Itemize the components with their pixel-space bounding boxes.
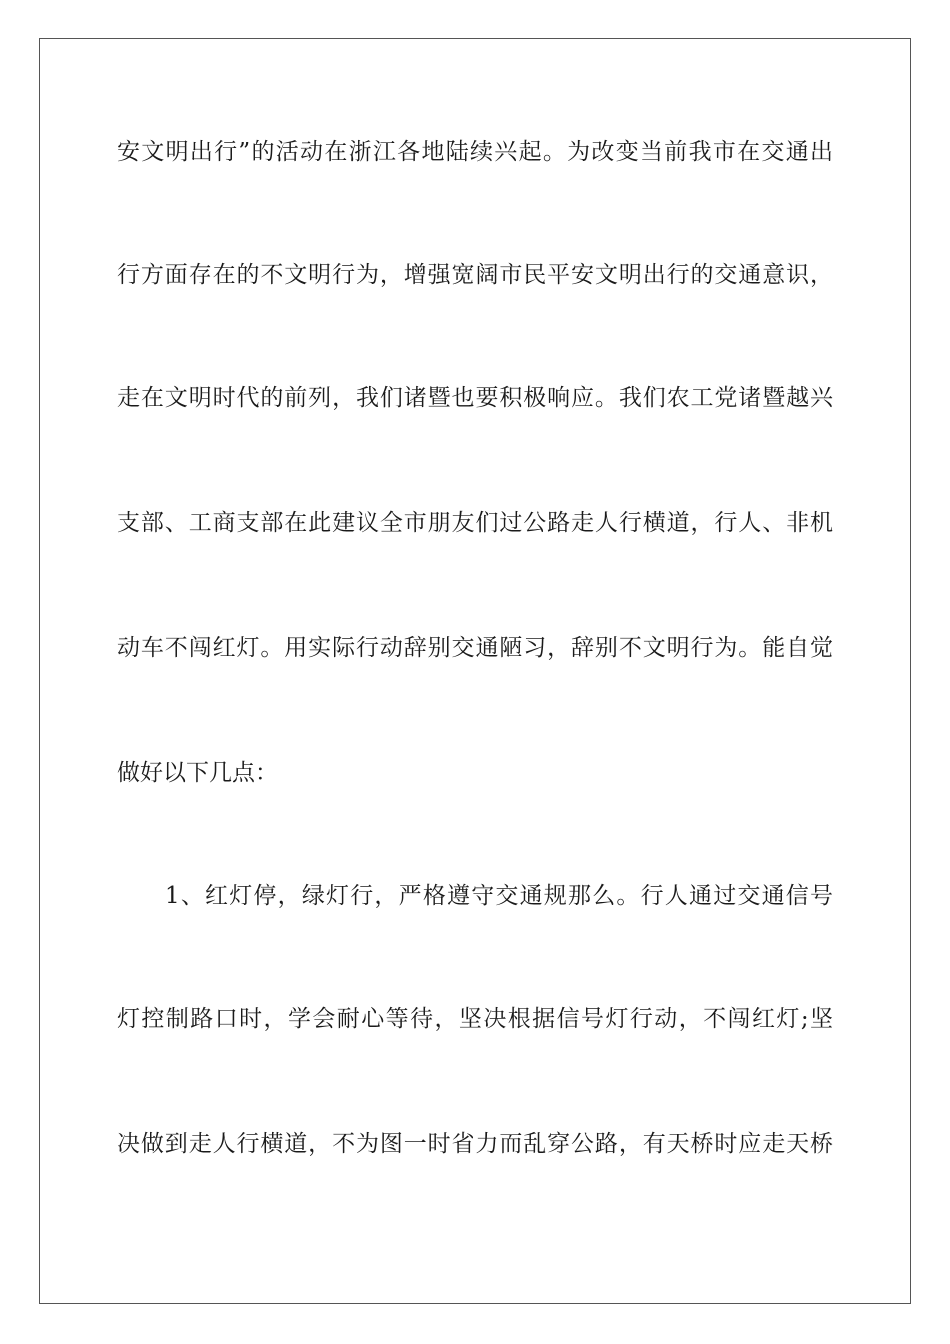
list-item-line: 1、红灯停，绿灯行，严格遵守交通规那么。行人通过交通信号 xyxy=(165,883,833,909)
list-item-line: 决做到走人行横道，不为图一时省力而乱穿公路，有天桥时应走天桥 xyxy=(117,1131,833,1157)
paragraph-line: 行方面存在的不文明行为，增强宽阔市民平安文明出行的交通意识， xyxy=(117,262,833,288)
paragraph-line: 做好以下几点： xyxy=(117,760,278,786)
paragraph-line: 走在文明时代的前列，我们诸暨也要积极响应。我们农工党诸暨越兴 xyxy=(117,385,833,411)
paragraph-line: 支部、工商支部在此建议全市朋友们过公路走人行横道，行人、非机 xyxy=(117,510,833,536)
paragraph-line: 安文明出行”的活动在浙江各地陆续兴起。为改变当前我市在交通出 xyxy=(117,139,833,165)
list-item-line: 灯控制路口时，学会耐心等待，坚决根据信号灯行动，不闯红灯;坚 xyxy=(117,1006,833,1032)
page-border xyxy=(39,38,911,1304)
paragraph-line: 动车不闯红灯。用实际行动辞别交通陋习，辞别不文明行为。能自觉 xyxy=(117,635,833,661)
